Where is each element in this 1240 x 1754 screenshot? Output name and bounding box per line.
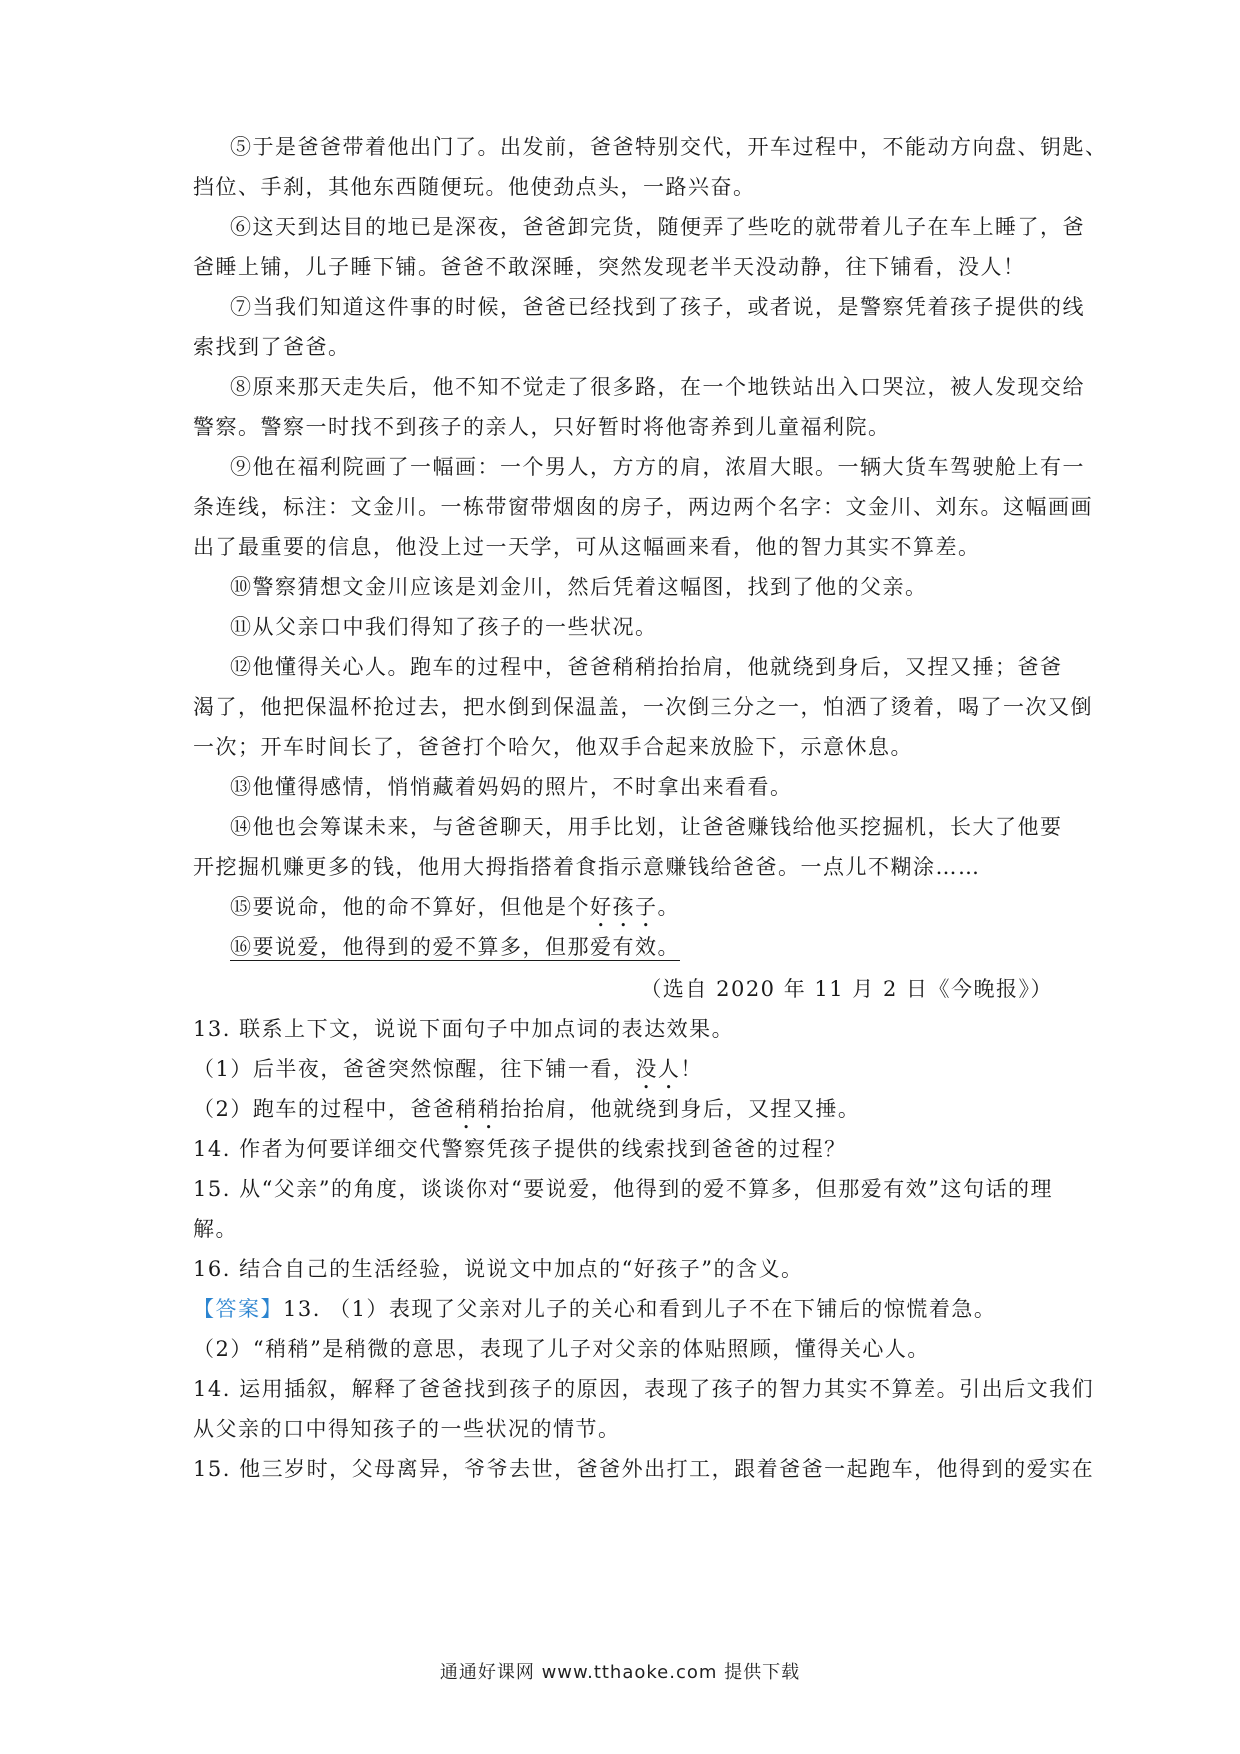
paragraph-9-line-2: 条连线，标注：文金川。一栋带窗带烟囱的房子，两边两个名字：文金川、刘东。这幅画画 xyxy=(193,495,1093,519)
question-15-line-2: 解。 xyxy=(193,1217,238,1241)
paragraph-14-line-2: 开挖掘机赚更多的钱，他用大拇指搭着食指示意赚钱给爸爸。一点儿不糊涂…… xyxy=(193,855,981,879)
answer-13-1 xyxy=(193,1294,1063,1324)
emphasized-slightly: 稍稍 xyxy=(455,1097,501,1121)
paragraph-16 xyxy=(230,932,1100,962)
question-13-item-2-text: （2）跑车的过程中，爸爸 xyxy=(193,1097,456,1121)
paragraph-6-line-2: 爸睡上铺，儿子睡下铺。爸爸不敢深睡，突然发现老半天没动静，往下铺看，没人！ xyxy=(193,255,1026,279)
question-13-item-1-end: ！ xyxy=(680,1057,703,1081)
paragraph-8-line-1: ⑧原来那天走失后，他不知不觉走了很多路，在一个地铁站出入口哭泣，被人发现交给 xyxy=(230,375,1085,399)
paragraph-6-line-1: ⑥这天到达目的地已是深夜，爸爸卸完货，随便弄了些吃的就带着儿子在车上睡了，爸 xyxy=(230,215,1085,239)
paragraph-12-line-1: ⑫他懂得关心人。跑车的过程中，爸爸稍稍抬抬肩，他就绕到身后，又捏又捶；爸爸 xyxy=(230,655,1063,679)
emphasized-good-child: 好孩子 xyxy=(590,895,658,919)
footer-download-note: 通通好课网 www.tthaoke.com 提供下载 xyxy=(439,1662,801,1683)
question-13-item-2-end: 抬抬肩，他就绕到身后，又捏又捶。 xyxy=(500,1097,861,1121)
answer-14-line-1: 14. 运用插叙，解释了爸爸找到孩子的原因，表现了孩子的智力其实不算差。引出后文我们 xyxy=(193,1377,1095,1401)
question-13-item-1-text: （1）后半夜，爸爸突然惊醒，往下铺一看， xyxy=(193,1057,636,1081)
source-citation: （选自 2020 年 11 月 2 日《今晚报》） xyxy=(640,977,1053,1001)
paragraph-9-line-3: 出了最重要的信息，他没上过一天学，可从这幅画来看，他的智力其实不算差。 xyxy=(193,535,981,559)
paragraph-15-text: ⑮要说命，他的命不算好，但他是个 xyxy=(230,895,590,919)
paragraph-12-line-2: 渴了，他把保温杯抢过去，把水倒到保温盖，一次倒三分之一，怕洒了烫着，喝了一次又倒 xyxy=(193,695,1093,719)
question-13-item-2 xyxy=(193,1094,1063,1134)
answer-15-line-1: 15. 他三岁时，父母离异，爷爷去世，爸爸外出打工，跟着爸爸一起跑车，他得到的爱实在 xyxy=(193,1457,1095,1481)
paragraph-5-line-2: 挡位、手刹，其他东西随便玩。他使劲点头，一路兴奋。 xyxy=(193,175,756,199)
paragraph-8-line-2: 警察。警察一时找不到孩子的亲人，只好暂时将他寄养到儿童福利院。 xyxy=(193,415,891,439)
answer-13-2: （2）“稍稍”是稍微的意思，表现了儿子对父亲的体贴照顾，懂得关心人。 xyxy=(193,1337,930,1361)
underlined-sentence: ⑯要说爱，他得到的爱不算多，但那爱有效。 xyxy=(230,935,680,959)
paragraph-9-line-1: ⑨他在福利院画了一幅画：一个男人，方方的肩，浓眉大眼。一辆大货车驾驶舱上有一 xyxy=(230,455,1085,479)
paragraph-11: ⑪从父亲口中我们得知了孩子的一些状况。 xyxy=(230,615,658,639)
question-13-item-1 xyxy=(193,1054,1063,1094)
paragraph-13: ⑬他懂得感情，悄悄藏着妈妈的照片，不时拿出来看看。 xyxy=(230,775,793,799)
paragraph-15 xyxy=(230,892,1100,932)
paragraph-7-line-2: 索找到了爸爸。 xyxy=(193,335,351,359)
paragraph-15-end: 。 xyxy=(657,895,680,919)
question-16: 16. 结合自己的生活经验，说说文中加点的“好孩子”的含义。 xyxy=(193,1257,804,1281)
paragraph-10: ⑩警察猜想文金川应该是刘金川，然后凭着这幅图，找到了他的父亲。 xyxy=(230,575,928,599)
emphasized-no-one: 没人 xyxy=(635,1057,681,1081)
answer-label: 【答案】 xyxy=(193,1297,283,1321)
paragraph-12-line-3: 一次；开车时间长了，爸爸打个哈欠，他双手合起来放脸下，示意休息。 xyxy=(193,735,913,759)
question-15-line-1: 15. 从“父亲”的角度，谈谈你对“要说爱，他得到的爱不算多，但那爱有效”这句话的理 xyxy=(193,1177,1054,1201)
paragraph-14-line-1: ⑭他也会筹谋未来，与爸爸聊天，用手比划，让爸爸赚钱给他买挖掘机，长大了他要 xyxy=(230,815,1063,839)
answer-14-line-2: 从父亲的口中得知孩子的一些状况的情节。 xyxy=(193,1417,621,1441)
answer-13-1-text: 13. （1）表现了父亲对儿子的关心和看到儿子不在下铺后的惊慌着急。 xyxy=(283,1297,997,1321)
question-14: 14. 作者为何要详细交代警察凭孩子提供的线索找到爸爸的过程？ xyxy=(193,1137,847,1161)
paragraph-7-line-1: ⑦当我们知道这件事的时候，爸爸已经找到了孩子，或者说，是警察凭着孩子提供的线 xyxy=(230,295,1085,319)
question-13: 13. 联系上下文，说说下面句子中加点词的表达效果。 xyxy=(193,1017,735,1041)
paragraph-5-line-1: ⑤于是爸爸带着他出门了。出发前，爸爸特别交代，开车过程中，不能动方向盘、钥匙、 xyxy=(230,135,1108,159)
